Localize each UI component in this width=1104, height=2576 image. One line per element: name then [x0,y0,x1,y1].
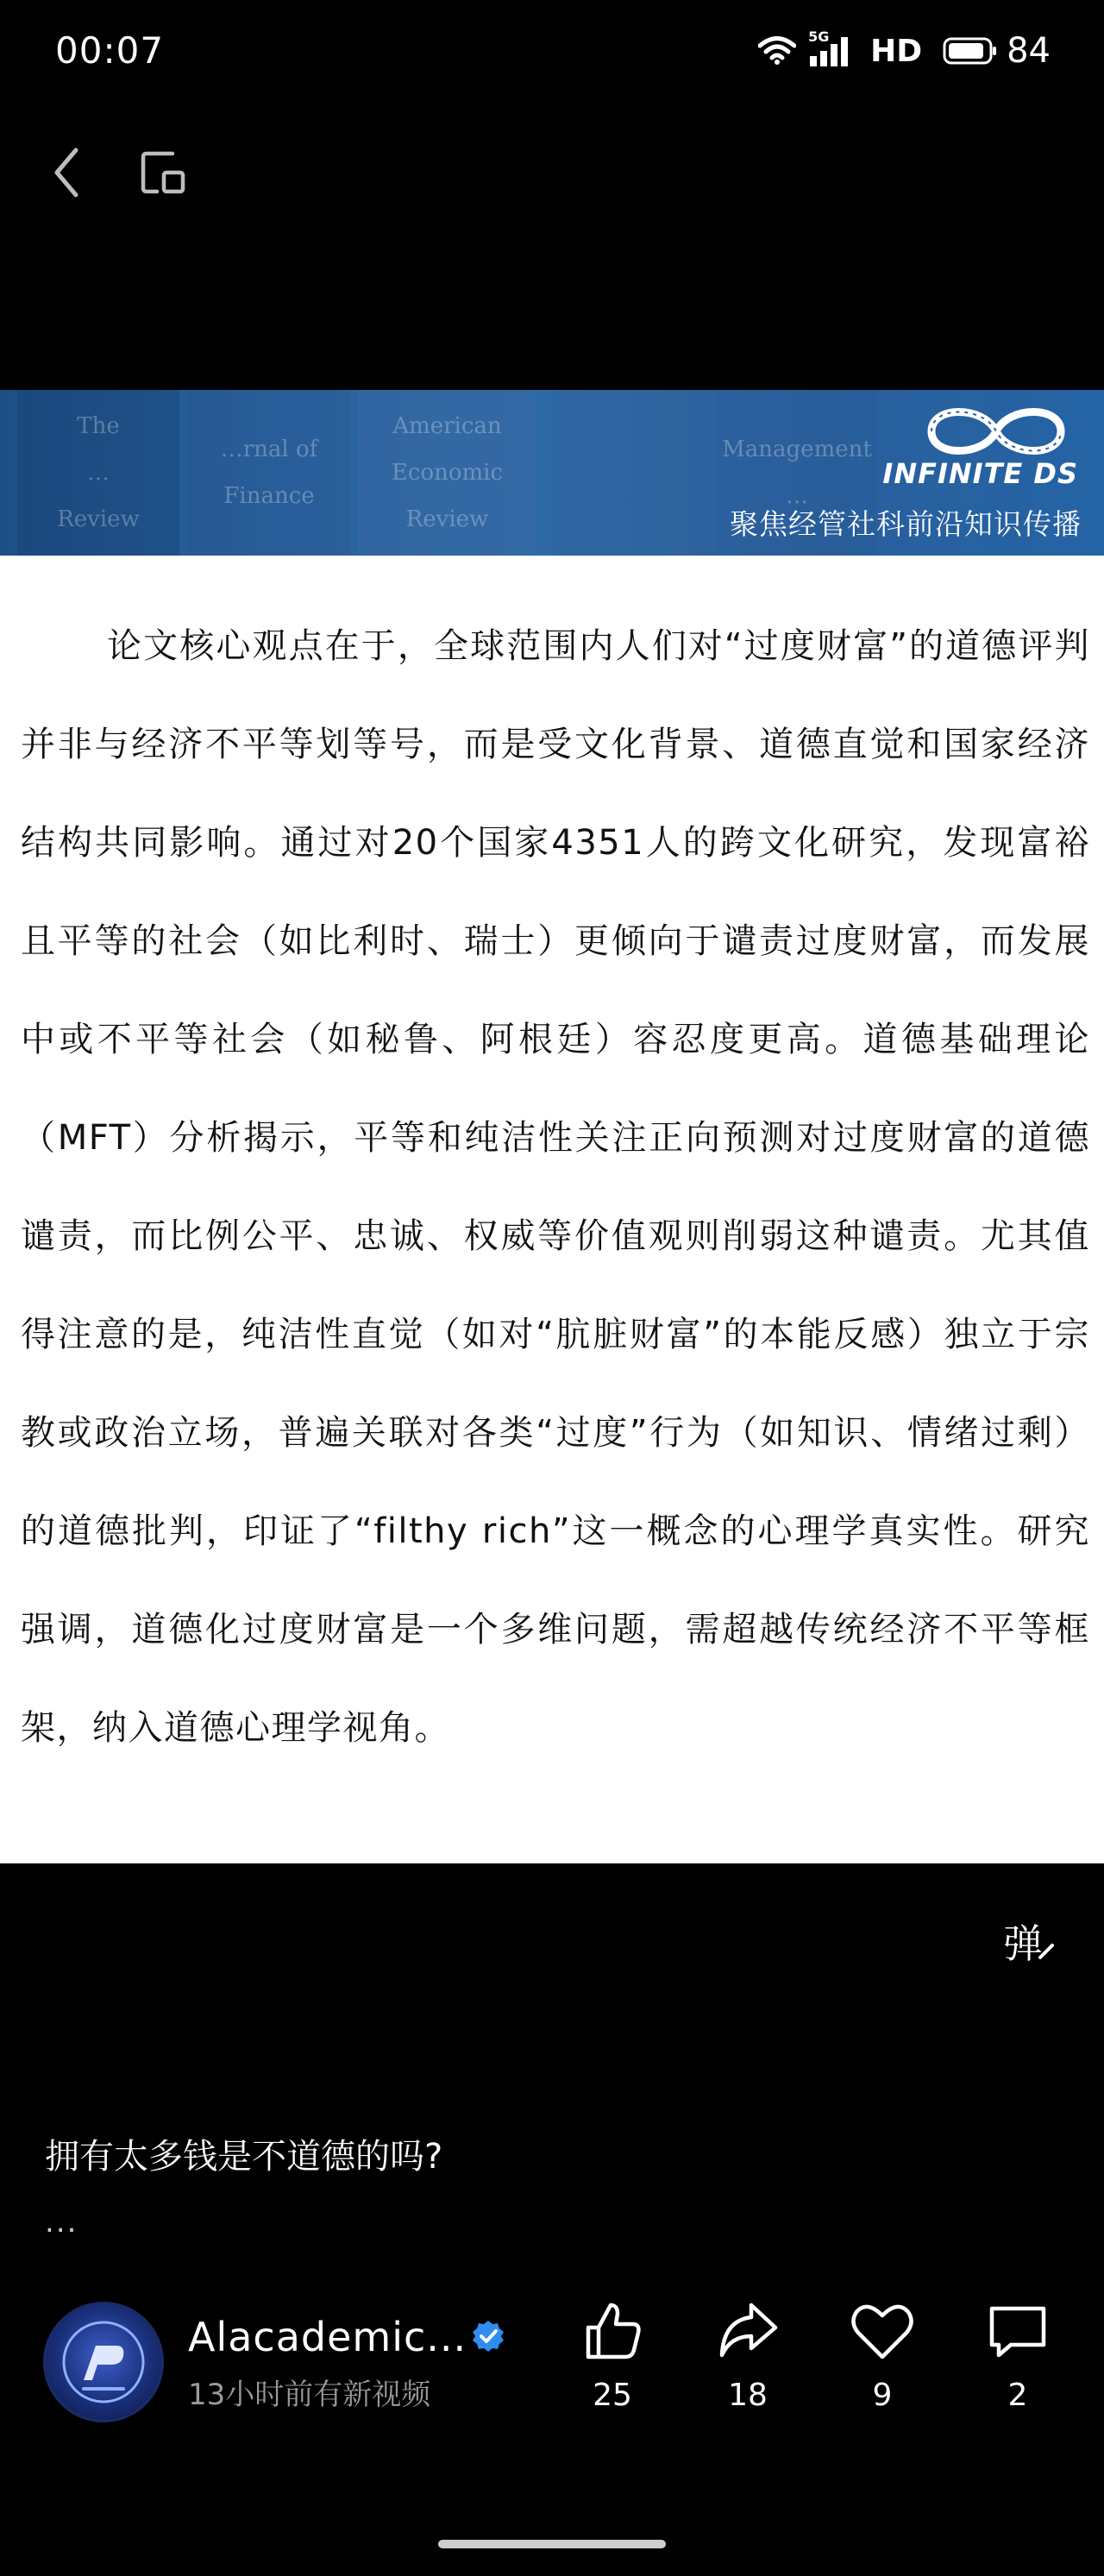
favorite-button[interactable] [835,2296,930,2435]
brand-name: INFINITE DS [882,457,1078,490]
video-title[interactable]: 拥有太多钱是不道德的吗? [45,2137,443,2177]
like-button[interactable] [565,2296,660,2435]
article-panel [0,556,1104,1863]
network-type: 5G [808,28,830,45]
danmaku-label: 弹 [1003,1920,1043,1967]
heart-icon [848,2296,917,2366]
channel-logo-icon [46,2304,161,2420]
danmaku-toggle-button[interactable] [995,1911,1064,1971]
float-window-icon [138,147,190,198]
battery-level: 84 [1007,31,1051,71]
journal-cover: Management … [716,390,878,556]
home-indicator[interactable] [438,2540,666,2548]
journal-cover: …rnal of Finance [188,390,350,556]
brand-slogan: 聚焦经管社科前沿知识传播 [730,507,1082,541]
journal-cover [552,390,714,556]
share-count: 18 [728,2378,768,2413]
status-indicators [758,29,1051,72]
comment-button[interactable] [970,2296,1065,2435]
comment-icon [983,2296,1052,2366]
favorite-count: 9 [872,2378,893,2413]
battery [943,31,1051,71]
journal-cover: The … Review [17,390,179,556]
back-button[interactable] [33,138,102,207]
article-body: 论文核心观点在于，全球范围内人们对“过度财富”的道德评判并非与经济不平等划等号，而是受文化背景、道德直觉和国家经济结构共同影响。通过对20个国家4351人的跨文化研究，发现富裕且平等的社会（如比利时、瑞士）更倾向于谴责过度财富，而发展中或不平等社会（如秘鲁、阿根廷）容忍度更高。道德基础理论（MFT）分析揭示，平等和纯洁性关注正向预测对过度财富的道德谴责，而比例公平、忠诚、权威等价值观则削弱这种谴责。尤其值得注意的是，纯洁性直觉（如对“肮脏财富”的本能反感）独立于宗教或政治立场，普遍关联对各类“过度”行为（如知识、情绪过剩）的道德批判，印证了“filthy rich”这一概念的心理学真实性。研究强调，道德化过度财富是一个多维问题，需超越传统经济不平等框架，纳入道德心理学视角。 [21,626,1090,1748]
author-update-status: 13小时前有新视频 [188,2378,431,2412]
status-bar [0,0,1104,104]
video-banner [0,390,1104,556]
author-name[interactable]: Alacademic... [188,2314,467,2360]
chevron-left-icon [50,145,85,200]
journal-cover: American Economic Review [359,390,536,556]
share-button[interactable] [700,2296,795,2435]
verified-badge-icon [471,2319,505,2353]
thumbs-up-icon [578,2296,647,2366]
top-nav [0,129,1104,216]
like-count: 25 [593,2378,632,2413]
pen-icon [1038,1941,1057,1960]
expand-caption-button[interactable]: ... [45,2205,78,2240]
wifi-icon [758,36,796,66]
cell-signal-icon [808,28,853,68]
hd-indicator: HD [870,33,923,69]
float-window-button[interactable] [129,138,198,207]
battery-icon [943,37,998,65]
comment-count: 2 [1007,2378,1028,2413]
share-icon [713,2296,782,2366]
author-avatar[interactable] [43,2302,164,2422]
status-time: 00:07 [55,29,165,72]
